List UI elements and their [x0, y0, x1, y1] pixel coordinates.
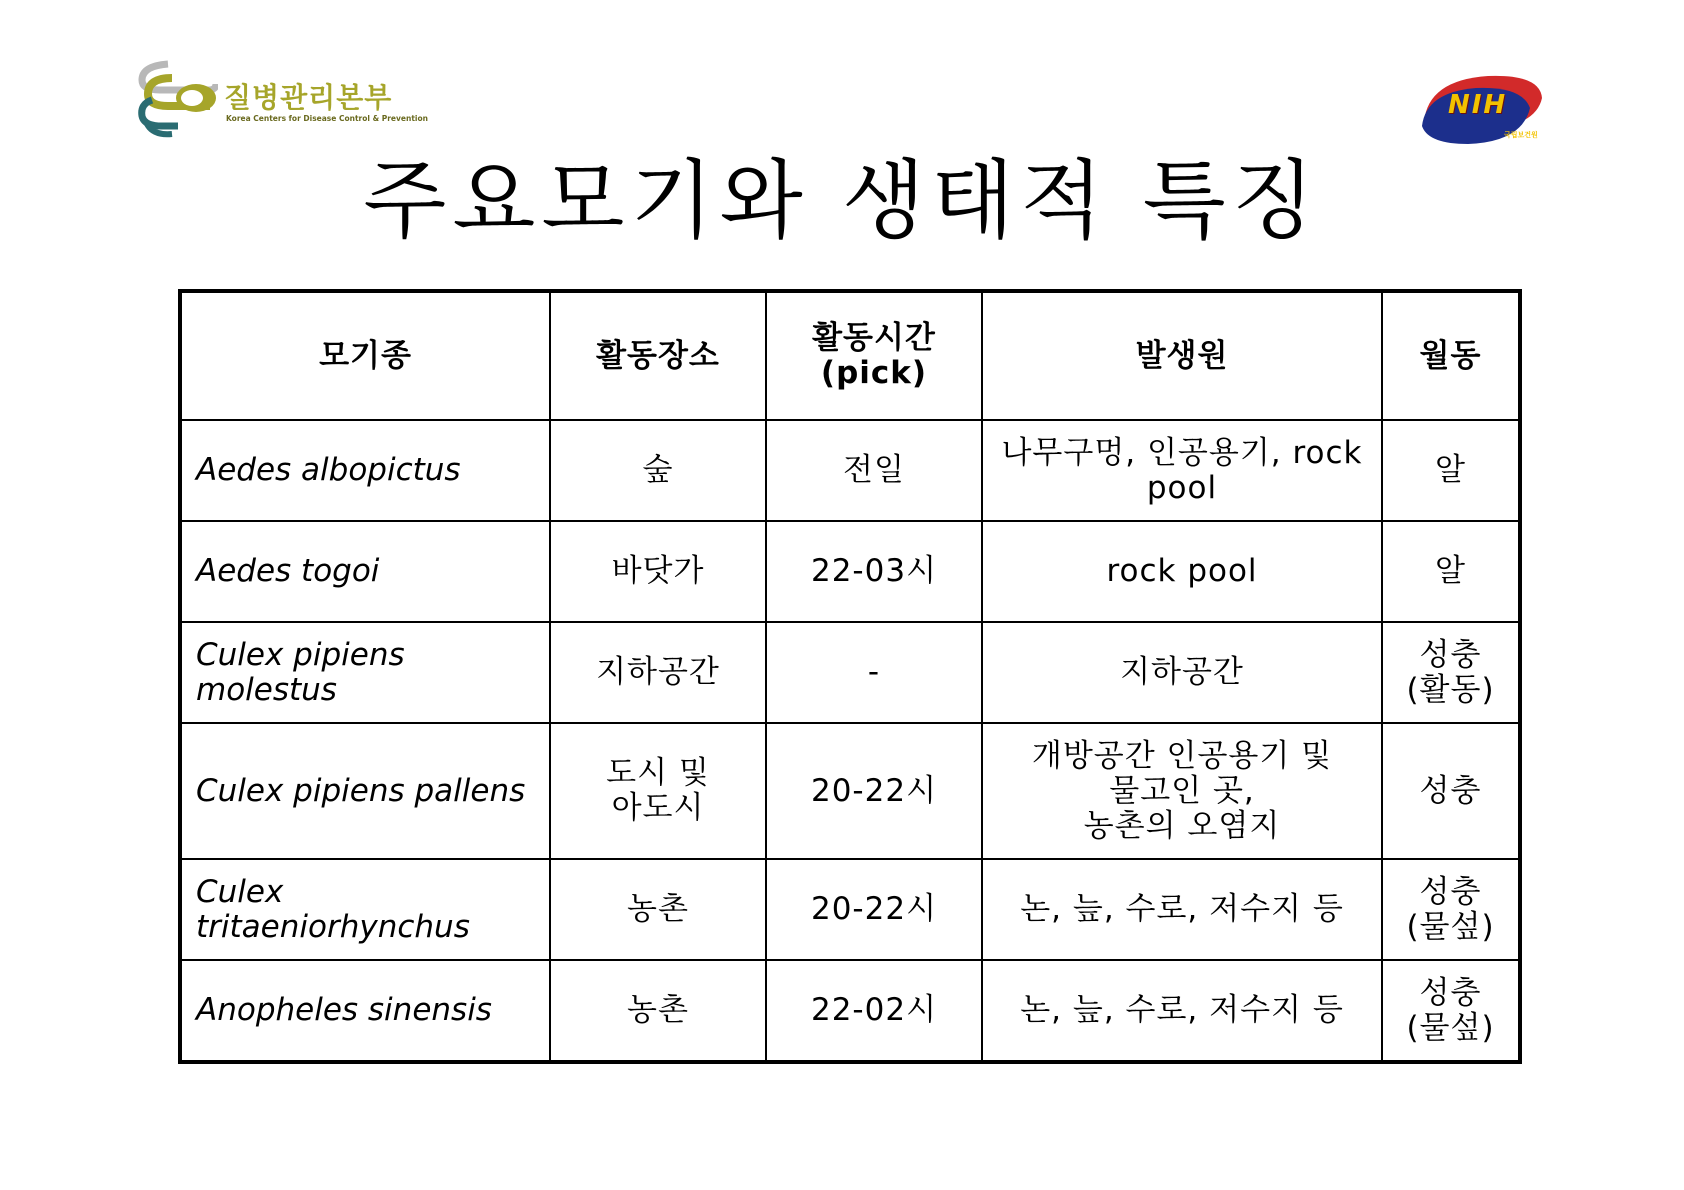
- header-time: 활동시간 (pick): [766, 291, 982, 420]
- winter-cell: 알: [1382, 521, 1520, 622]
- winter-cell: 성충 (활동): [1382, 622, 1520, 723]
- kcdc-logo: [138, 60, 428, 138]
- place-cell: 도시 및 아도시: [550, 723, 766, 859]
- source-cell: 지하공간: [982, 622, 1382, 723]
- winter-cell: 알: [1382, 420, 1520, 521]
- time-cell: 22-02시: [766, 960, 982, 1062]
- winter-cell: 성충 (물섶): [1382, 960, 1520, 1062]
- place-cell: 숲: [550, 420, 766, 521]
- species-cell: Culex pipiens molestus: [180, 622, 550, 723]
- nih-text: NIH: [1448, 90, 1508, 120]
- table-row: [180, 521, 1520, 622]
- species-cell: Culex tritaeniorhynchus: [180, 859, 550, 960]
- table-header-row: [180, 291, 1520, 420]
- winter-cell: 성충 (물섶): [1382, 859, 1520, 960]
- kcdc-subtitle: Korea Centers for Disease Control & Prevention: [226, 114, 428, 123]
- species-cell: Culex pipiens pallens: [180, 723, 550, 859]
- mosquito-ecology-table: [178, 289, 1522, 1064]
- species-cell: Aedes albopictus: [180, 420, 550, 521]
- place-cell: 바닷가: [550, 521, 766, 622]
- place-cell: 농촌: [550, 859, 766, 960]
- time-cell: 20-22시: [766, 723, 982, 859]
- time-cell: 20-22시: [766, 859, 982, 960]
- table-row: [180, 960, 1520, 1062]
- time-cell: 22-03시: [766, 521, 982, 622]
- table-row: [180, 859, 1520, 960]
- nih-subtitle: 국립보건원: [1504, 131, 1538, 139]
- time-cell: -: [766, 622, 982, 723]
- header-place: 활동장소: [550, 291, 766, 420]
- table-row: [180, 622, 1520, 723]
- page-title: 주요모기와 생태적 특징: [363, 151, 1321, 251]
- source-cell: 개방공간 인공용기 및 물고인 곳, 농촌의 오염지: [982, 723, 1382, 859]
- place-cell: 지하공간: [550, 622, 766, 723]
- time-cell: 전일: [766, 420, 982, 521]
- source-cell: 나무구멍, 인공용기, rock pool: [982, 420, 1382, 521]
- species-cell: Anopheles sinensis: [180, 960, 550, 1062]
- species-cell: Aedes togoi: [180, 521, 550, 622]
- header-winter: 월동: [1382, 291, 1520, 420]
- header-species: 모기종: [180, 291, 550, 420]
- kcdc-name: 질병관리본부: [224, 81, 393, 114]
- kcdc-emblem-icon: [138, 60, 218, 138]
- winter-cell: 성충: [1382, 723, 1520, 859]
- place-cell: 농촌: [550, 960, 766, 1062]
- nih-logo: [1418, 72, 1548, 148]
- table-row: [180, 420, 1520, 521]
- table-row: [180, 723, 1520, 859]
- source-cell: 논, 늪, 수로, 저수지 등: [982, 859, 1382, 960]
- header-source: 발생원: [982, 291, 1382, 420]
- source-cell: rock pool: [982, 521, 1382, 622]
- source-cell: 논, 늪, 수로, 저수지 등: [982, 960, 1382, 1062]
